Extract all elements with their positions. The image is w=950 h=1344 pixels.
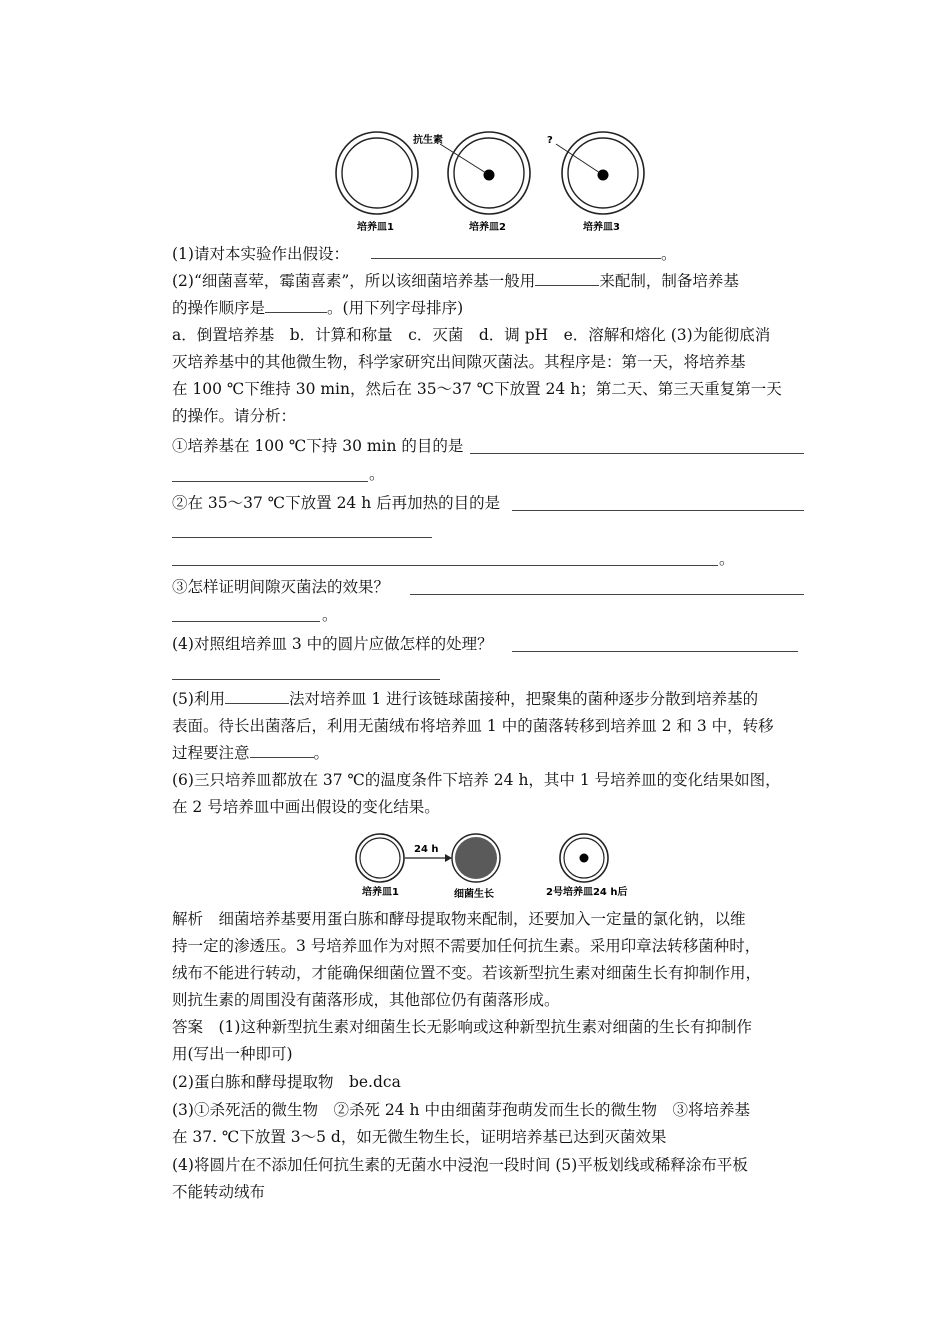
answer-blank — [172, 564, 718, 566]
question-2-options: a．倒置培养基 b．计算和称量 c．灭菌 d．调 pH e．溶解和熔化 (3)为能彻底消 — [172, 326, 771, 344]
control-disc — [598, 170, 609, 181]
dish-1-label: 培养皿1 — [362, 887, 399, 898]
growth-label: 细菌生长 — [454, 889, 494, 900]
question-2-line-1: (2)“细菌喜荤，霉菌喜素”，所以该细菌培养基一般用 来配制，制备培养基 — [172, 272, 739, 290]
question-3-2: ②在 35～37 ℃下放置 24 h 后再加热的目的是 — [172, 494, 501, 512]
question-3-line-4: 的操作。请分析： — [172, 407, 297, 425]
answer-blank — [265, 297, 327, 313]
analysis-line-2: 持一定的渗透压。3 号培养皿作为对照不需要加任何抗生素。采用印章法转移菌种时， — [172, 937, 761, 955]
answer-blank — [172, 620, 320, 622]
answer-line-5: 在 37. ℃下放置 3～5 d，如无微生物生长，证明培养基已达到灭菌效果 — [172, 1128, 667, 1146]
analysis-line-1: 解析 细菌培养基要用蛋白胨和酵母提取物来配制，还要加入一定量的氯化钠，以维 — [172, 910, 746, 928]
question-3-line-3: 在 100 ℃下维持 30 min，然后在 35～37 ℃下放置 24 h；第二天、第三天重复第一天 — [172, 380, 782, 398]
answer-blank — [470, 452, 804, 454]
answer-blank — [250, 742, 314, 758]
answer-blank — [225, 688, 289, 704]
question-3-line-2: 灭培养基中的其他微生物，科学家研究出间隙灭菌法。其程序是：第一天，将培养基 — [172, 353, 746, 371]
answer-blank — [172, 480, 368, 482]
question-6-line-2: 在 2 号培养皿中画出假设的变化结果。 — [172, 798, 440, 816]
answer-line-2: 用(写出一种即可) — [172, 1045, 293, 1063]
answer-blank — [371, 243, 661, 259]
question-3-2-end: 。 — [719, 550, 735, 568]
dish-1-label: 培养皿1 — [357, 222, 394, 233]
answer-blank — [172, 678, 440, 680]
question-4: (4)对照组培养皿 3 中的圆片应做怎样的处理？ — [172, 635, 493, 653]
question-5-line-3: 过程要注意 。 — [172, 744, 330, 762]
figure-petri-dishes — [330, 128, 630, 234]
dish-3-label: 培养皿3 — [583, 222, 620, 233]
answer-line-7: 不能转动绒布 — [172, 1183, 266, 1201]
question-6-line-1: (6)三只培养皿都放在 37 ℃的温度条件下培养 24 h，其中 1 号培养皿的变化结果如图， — [172, 771, 781, 789]
question-2-line-2: 的操作顺序是 。(用下列字母排序) — [172, 299, 464, 317]
answer-line-3: (2)蛋白胨和酵母提取物 be.dca — [172, 1073, 401, 1091]
dish-2-label: 培养皿2 — [469, 222, 506, 233]
arrow-label: 24 h — [414, 844, 439, 855]
figure-growth-result — [352, 832, 628, 902]
question-5-line-2: 表面。待长出菌落后，利用无菌绒布将培养皿 1 中的菌落转移到培养皿 2 和 3 中，转移 — [172, 717, 774, 735]
answer-line-4: (3)①杀死活的微生物 ②杀死 24 h 中由细菌芽孢萌发而生长的微生物 ③将培养基 — [172, 1101, 750, 1119]
dish-2-label: 2号培养皿24 h后 — [546, 887, 628, 898]
dish-1 — [336, 132, 418, 214]
analysis-line-3: 绒布不能进行转动，才能确保细菌位置不变。若该新型抗生素对细菌生长有抑制作用， — [172, 964, 762, 982]
question-5-line-1: (5)利用 法对培养皿 1 进行该链球菌接种，把聚集的菌种逐步分散到培养基的 — [172, 690, 759, 708]
answer-blank — [512, 650, 798, 652]
question-3-1-end: 。 — [369, 465, 385, 483]
analysis-line-4: 则抗生素的周围没有菌落形成，其他部位仍有菌落形成。 — [172, 991, 560, 1009]
question-3-3-end: 。 — [322, 606, 338, 624]
answer-blank — [172, 536, 432, 538]
question-3-1: ①培养基在 100 ℃下持 30 min 的目的是 — [172, 437, 464, 455]
dish-1-before — [356, 834, 404, 882]
answer-line-6: (4)将圆片在不添加任何抗生素的无菌水中浸泡一段时间 (5)平板划线或稀释涂布平板 — [172, 1156, 748, 1174]
answer-blank — [410, 593, 804, 595]
dish-2 — [440, 132, 530, 214]
pointer-label-question: ? — [547, 135, 553, 146]
pointer-label-antibiotic: 抗生素 — [413, 135, 443, 146]
antibiotic-disc — [484, 170, 495, 181]
answer-blank — [512, 509, 804, 511]
dish-3 — [556, 132, 644, 214]
antibiotic-disc — [580, 854, 589, 863]
answer-blank — [535, 270, 599, 286]
answer-line-1: 答案 (1)这种新型抗生素对细菌生长无影响或这种新型抗生素对细菌的生长有抑制作 — [172, 1018, 752, 1036]
question-1: (1)请对本实验作出假设： 。 — [172, 245, 677, 263]
question-3-3: ③怎样证明间隙灭菌法的效果？ — [172, 578, 390, 596]
